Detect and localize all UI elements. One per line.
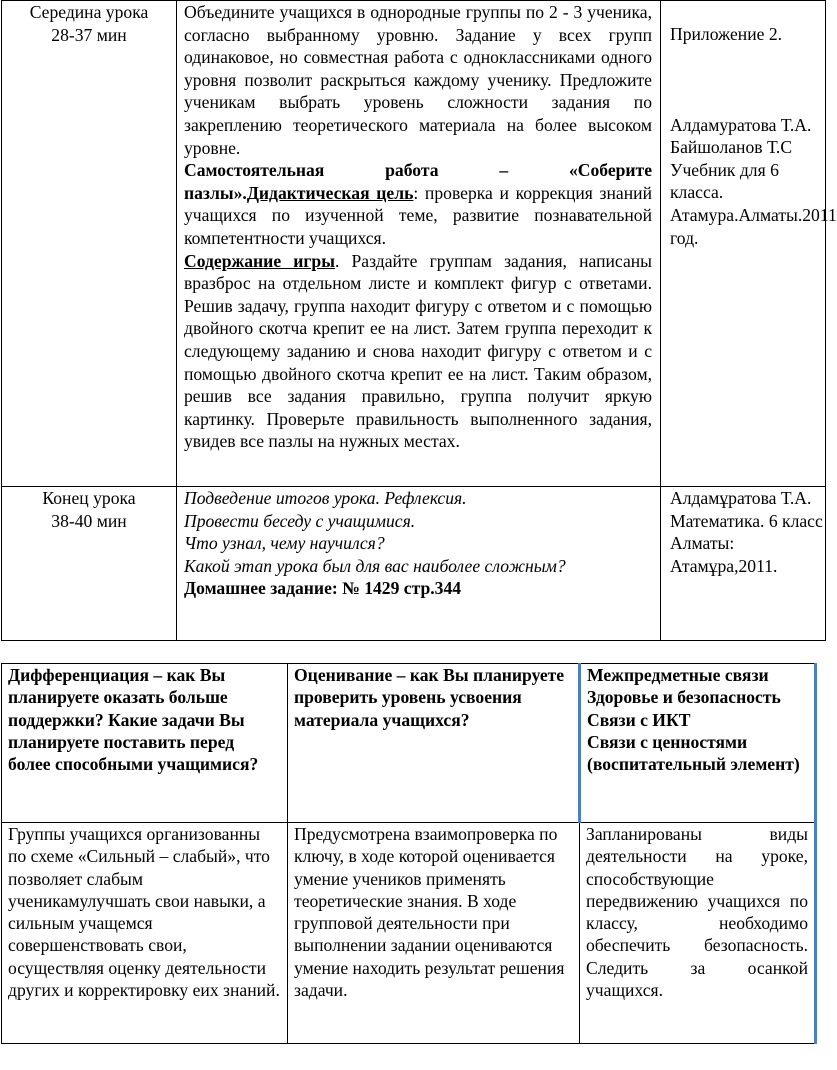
links-label: Связи с ценностями (воспитательный элемент) xyxy=(587,731,800,775)
stage-time: 38-40 мин xyxy=(51,510,127,531)
links-label: Межпредметные связи xyxy=(587,665,769,685)
activity-intro: Объедините учащихся в однородные группы по 2 - 3 ученика, согласно выбранному уровню. Задание у всех групп одинаковое, но совместная работа с одноклассниками одного уровня позволит раскрыться каждому ученику. Предложите ученикам выбрать уровень сложности задания по закреплению теоретического материала на более высоком уровне. xyxy=(184,2,652,158)
resource-textbook: Алдамұратова Т.А. Математика. 6 класс Алматы: Атамұра,2011. xyxy=(670,488,823,576)
resources-cell xyxy=(661,1,837,487)
resources-cell xyxy=(661,487,826,641)
planning-table xyxy=(1,663,817,1044)
game-label: Содержание игры xyxy=(184,250,335,271)
work-title: Самостоятельная работа – «Соберите пазлы». xyxy=(184,160,652,203)
summary-line: Провести беседу с учащимися. xyxy=(184,510,416,531)
stage-cell xyxy=(2,487,177,641)
summary-line: Что узнал, чему научился? xyxy=(184,533,385,554)
stage-cell xyxy=(2,1,177,487)
stage-label: Конец урока xyxy=(42,488,136,508)
activity-cell xyxy=(177,1,661,487)
summary-line: Какой этап урока был для вас наиболее сложным? xyxy=(184,555,566,576)
goal-text: : проверка и коррекция знаний учащихся по изученной теме, развитие познавательной компетентности учащихся. xyxy=(184,182,652,248)
cell-links: Запланированы виды деятельности на уроке, способствующие передвижению учащихся по классу, необходимо обеспечить безопасность. Следить за осанкой учащихся. xyxy=(580,823,816,1044)
table-header-row xyxy=(2,664,816,823)
activity-work xyxy=(184,159,652,249)
summary-line: Подведение итогов урока. Рефлексия. xyxy=(184,488,467,508)
resource-appendix: Приложение 2. xyxy=(670,24,783,44)
header-assessment: Оценивание – как Вы планируете проверить уровень усвоения материала учащихся? xyxy=(288,664,580,823)
table-row xyxy=(2,487,826,641)
homework: Домашнее задание: № 1429 стр.344 xyxy=(184,578,462,599)
header-differentiation: Дифференциация – как Вы планируете оказать больше поддержки? Какие задачи Вы планируете поставить перед более способными учащимися? xyxy=(2,664,288,823)
activity-cell xyxy=(177,487,661,641)
cell-assessment: Предусмотрена взаимопроверка по ключу, в ходе которой оценивается умение учеников применять теоретические знания. В ходе групповой деятельности при выполнении задании оцениваются умение находить результат решения задачи. xyxy=(288,823,580,1044)
stage-time: 28-37 мин xyxy=(51,24,127,45)
goal-label: Дидактическая цель xyxy=(246,182,414,203)
resource-book: Алдамуратова Т.А. Байшоланов Т.С Учебник для 6 класса. Атамура.Алматы.2011 год. xyxy=(670,114,837,248)
activity-game xyxy=(184,250,652,453)
links-label: Связи с ИКТ xyxy=(587,709,691,730)
links-label: Здоровье и безопасность xyxy=(587,687,781,708)
lesson-plan-table xyxy=(1,0,837,641)
table-row xyxy=(2,1,826,487)
stage-label: Середина урока xyxy=(29,2,149,22)
table-row xyxy=(2,823,816,1044)
cell-differentiation: Группы учащихся организованны по схеме «Сильный – слабый», что позволяет слабым ученикамулучшать свои навыки, а сильным учащемся совершенствовать свои, осуществляя оценку деятельности других и корректировку еих знаний. xyxy=(2,823,288,1044)
game-text: . Раздайте группам задания, написаны вразброс на отдельном листе и комплект фигур с ответами. Решив задачу, группа находит фигуру с ответом и с помощью двойного скотча крепит ее на лист. Затем группа переходит к следующему заданию и снова находит фигуру с ответом и с помощью двойного скотча крепит ее на лист. Таким образом, решив все задания правильно, группа получит яркую картинку. Проверьте правильность выполненного задания, увидев все пазлы на нужных местах. xyxy=(184,250,652,452)
header-links xyxy=(580,664,816,823)
